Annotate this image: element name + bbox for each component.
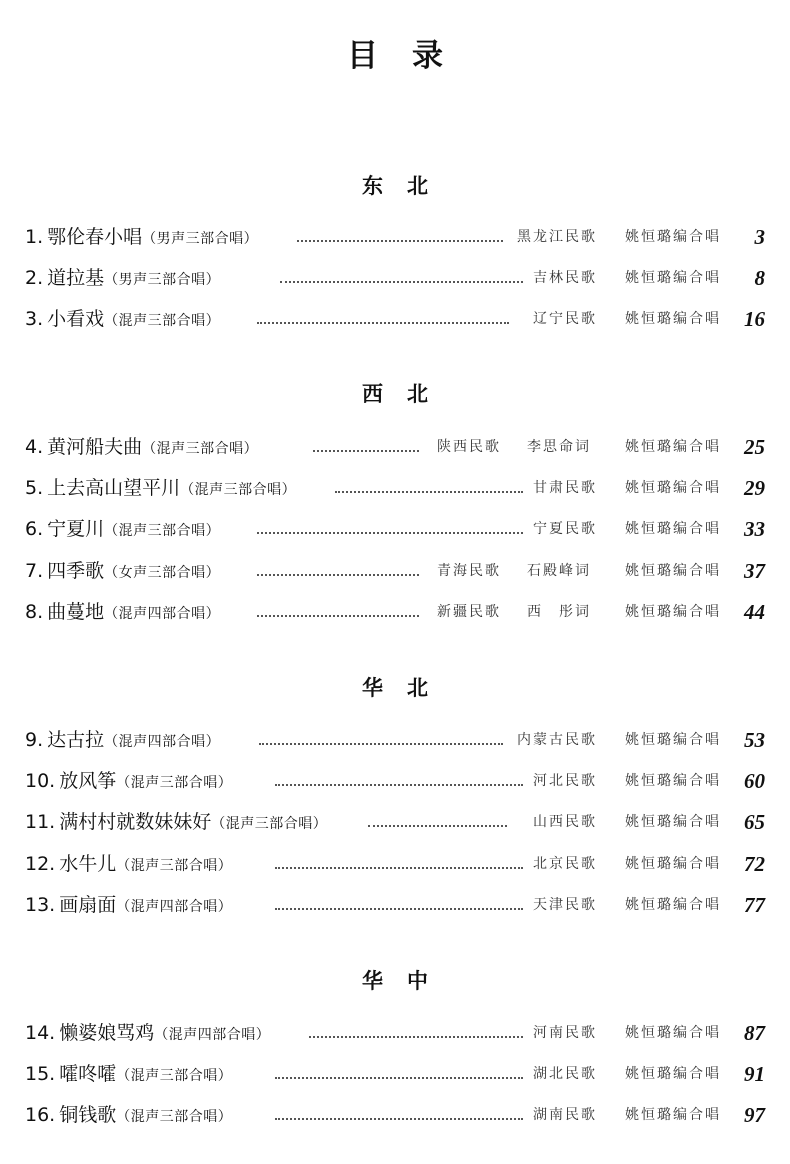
folk-source: 黑龙江民歌 bbox=[517, 229, 597, 245]
leader-dots bbox=[368, 825, 507, 827]
toc-entry[interactable] bbox=[25, 807, 765, 837]
entry-number: 11. bbox=[25, 811, 56, 834]
entry-number: 1. bbox=[25, 226, 44, 248]
arranger: 姚恒璐编合唱 bbox=[625, 521, 721, 538]
folk-source: 河北民歌 bbox=[533, 773, 597, 790]
entry-number: 7. bbox=[25, 559, 44, 582]
folk-source: 河南民歌 bbox=[533, 1025, 597, 1041]
entry-title-group bbox=[25, 263, 220, 295]
leader-dots bbox=[275, 1077, 523, 1079]
voice-type: （混声三部合唱） bbox=[104, 313, 221, 330]
arranger: 姚恒璐编合唱 bbox=[625, 311, 721, 328]
toc-entry[interactable] bbox=[25, 1100, 765, 1130]
voice-type: （混声三部合唱） bbox=[142, 441, 259, 457]
page-number: 77 bbox=[744, 892, 765, 917]
leader-dots bbox=[257, 574, 419, 576]
folk-source: 内蒙古民歌 bbox=[517, 732, 597, 748]
arranger: 姚恒璐编合唱 bbox=[625, 480, 721, 497]
lyricist: 李思命词 bbox=[527, 439, 591, 455]
song-title: 水牛儿 bbox=[59, 852, 117, 875]
song-title: 小看戏 bbox=[47, 308, 105, 331]
leader-dots bbox=[297, 240, 503, 242]
folk-source: 湖北民歌 bbox=[533, 1066, 597, 1083]
voice-type: （混声三部合唱） bbox=[116, 775, 233, 792]
song-title: 鄂伦春小唱 bbox=[47, 226, 143, 248]
entry-number: 10. bbox=[25, 770, 56, 793]
song-title: 宁夏川 bbox=[47, 518, 105, 541]
arranger: 姚恒璐编合唱 bbox=[625, 732, 721, 748]
entry-title-group bbox=[25, 1100, 232, 1132]
page-number: 3 bbox=[754, 225, 765, 249]
section-heading: 东北 bbox=[362, 174, 452, 198]
voice-type: （混声四部合唱） bbox=[154, 1027, 271, 1043]
toc-entry[interactable] bbox=[25, 263, 765, 293]
voice-type: （混声四部合唱） bbox=[104, 734, 221, 750]
entry-number: 3. bbox=[25, 308, 44, 331]
section-heading: 西北 bbox=[362, 382, 452, 406]
entry-title-group bbox=[25, 849, 232, 881]
toc-entry[interactable] bbox=[25, 725, 765, 755]
toc-entry[interactable] bbox=[25, 597, 765, 627]
entry-number: 14. bbox=[25, 1022, 56, 1044]
voice-type: （混声三部合唱） bbox=[116, 857, 233, 874]
page-number: 72 bbox=[744, 851, 765, 876]
page-number: 44 bbox=[744, 599, 765, 624]
song-title: 达古拉 bbox=[47, 729, 105, 751]
toc-entry[interactable] bbox=[25, 890, 765, 920]
leader-dots bbox=[257, 532, 523, 534]
arranger: 姚恒璐编合唱 bbox=[625, 896, 721, 913]
section-heading: 华北 bbox=[362, 676, 452, 700]
voice-type: （混声三部合唱） bbox=[211, 816, 328, 833]
toc-entry[interactable] bbox=[25, 304, 765, 334]
leader-dots bbox=[257, 322, 509, 324]
toc-entry[interactable] bbox=[25, 222, 765, 252]
entry-number: 6. bbox=[25, 518, 44, 541]
page-number: 60 bbox=[744, 769, 765, 794]
toc-entry[interactable] bbox=[25, 766, 765, 796]
leader-dots bbox=[275, 1118, 523, 1120]
arranger: 姚恒璐编合唱 bbox=[625, 603, 721, 620]
page-title: 目录 bbox=[347, 38, 477, 74]
toc-entry[interactable] bbox=[25, 556, 765, 586]
song-title: 画扇面 bbox=[59, 893, 117, 916]
folk-source: 湖南民歌 bbox=[533, 1107, 597, 1124]
arranger: 姚恒璐编合唱 bbox=[625, 229, 721, 245]
song-title: 满村村就数妹妹好 bbox=[59, 811, 212, 834]
voice-type: （男声三部合唱） bbox=[104, 272, 221, 289]
arranger: 姚恒璐编合唱 bbox=[625, 270, 721, 287]
entry-title-group bbox=[25, 1018, 270, 1050]
voice-type: （女声三部合唱） bbox=[104, 564, 221, 581]
entry-title-group bbox=[25, 597, 220, 629]
entry-title-group bbox=[25, 514, 220, 546]
page-number: 37 bbox=[744, 558, 765, 583]
leader-dots bbox=[280, 281, 523, 283]
lyricist: 石殿峰词 bbox=[527, 562, 591, 579]
entry-title-group bbox=[25, 556, 220, 588]
song-title: 四季歌 bbox=[47, 559, 105, 582]
leader-dots bbox=[257, 615, 419, 617]
leader-dots bbox=[275, 784, 523, 786]
leader-dots bbox=[309, 1036, 523, 1038]
entry-number: 4. bbox=[25, 436, 44, 458]
song-title: 嚯咚嚯 bbox=[59, 1063, 117, 1086]
voice-type: （混声四部合唱） bbox=[104, 605, 221, 622]
toc-entry[interactable] bbox=[25, 1018, 765, 1048]
folk-source: 天津民歌 bbox=[533, 896, 597, 913]
leader-dots bbox=[335, 491, 523, 493]
leader-dots bbox=[275, 908, 523, 910]
entry-title-group bbox=[25, 890, 232, 922]
arranger: 姚恒璐编合唱 bbox=[625, 1107, 721, 1124]
lyricist: 西 彤词 bbox=[527, 603, 591, 620]
entry-title-group bbox=[25, 304, 220, 336]
entry-title-group bbox=[25, 1059, 232, 1091]
page-number: 25 bbox=[744, 435, 765, 459]
arranger: 姚恒璐编合唱 bbox=[625, 1025, 721, 1041]
page-number: 53 bbox=[744, 728, 765, 752]
song-title: 懒婆娘骂鸡 bbox=[59, 1022, 155, 1044]
entry-number: 8. bbox=[25, 600, 44, 623]
entry-title-group bbox=[25, 766, 232, 798]
entry-number: 9. bbox=[25, 729, 44, 751]
folk-source: 甘肃民歌 bbox=[533, 480, 597, 497]
voice-type: （混声三部合唱） bbox=[116, 1068, 233, 1085]
page-number: 97 bbox=[744, 1103, 765, 1128]
entry-number: 15. bbox=[25, 1063, 56, 1086]
entry-title-group bbox=[25, 807, 327, 839]
folk-source: 新疆民歌 bbox=[437, 603, 501, 620]
song-title: 铜钱歌 bbox=[59, 1104, 117, 1127]
entry-number: 13. bbox=[25, 893, 56, 916]
song-title: 放风筝 bbox=[59, 770, 117, 793]
arranger: 姚恒璐编合唱 bbox=[625, 773, 721, 790]
entry-title-group bbox=[25, 432, 258, 464]
folk-source: 吉林民歌 bbox=[533, 270, 597, 287]
folk-source: 辽宁民歌 bbox=[533, 311, 597, 328]
arranger: 姚恒璐编合唱 bbox=[625, 855, 721, 872]
entry-number: 2. bbox=[25, 267, 44, 290]
page-number: 65 bbox=[744, 810, 765, 835]
arranger: 姚恒璐编合唱 bbox=[625, 562, 721, 579]
toc-entry[interactable] bbox=[25, 514, 765, 544]
folk-source: 山西民歌 bbox=[533, 814, 597, 831]
leader-dots bbox=[313, 450, 419, 452]
arranger: 姚恒璐编合唱 bbox=[625, 814, 721, 831]
page-number: 8 bbox=[754, 266, 765, 291]
section-heading: 华中 bbox=[362, 969, 452, 993]
arranger: 姚恒璐编合唱 bbox=[625, 1066, 721, 1083]
voice-type: （混声三部合唱） bbox=[180, 482, 297, 499]
page-number: 33 bbox=[744, 517, 765, 542]
entry-title-group bbox=[25, 725, 220, 757]
voice-type: （混声四部合唱） bbox=[116, 898, 233, 915]
arranger: 姚恒璐编合唱 bbox=[625, 439, 721, 455]
song-title: 曲蔓地 bbox=[47, 600, 105, 623]
folk-source: 北京民歌 bbox=[533, 855, 597, 872]
voice-type: （混声三部合唱） bbox=[116, 1109, 233, 1126]
page-number: 16 bbox=[744, 307, 765, 332]
song-title: 上去高山望平川 bbox=[47, 477, 181, 500]
voice-type: （男声三部合唱） bbox=[142, 231, 259, 247]
entry-title-group bbox=[25, 473, 296, 505]
folk-source: 宁夏民歌 bbox=[533, 521, 597, 538]
page-number: 87 bbox=[744, 1021, 765, 1045]
voice-type: （混声三部合唱） bbox=[104, 523, 221, 540]
song-title: 黄河船夫曲 bbox=[47, 436, 143, 458]
leader-dots bbox=[275, 867, 523, 869]
folk-source: 陕西民歌 bbox=[437, 439, 501, 455]
song-title: 道拉基 bbox=[47, 267, 105, 290]
leader-dots bbox=[259, 743, 503, 745]
entry-number: 16. bbox=[25, 1104, 56, 1127]
toc-entry[interactable] bbox=[25, 432, 765, 462]
entry-title-group bbox=[25, 222, 258, 254]
folk-source: 青海民歌 bbox=[437, 562, 501, 579]
entry-number: 5. bbox=[25, 477, 44, 500]
page-number: 29 bbox=[744, 476, 765, 501]
entry-number: 12. bbox=[25, 852, 56, 875]
toc-entry[interactable] bbox=[25, 1059, 765, 1089]
toc-entry[interactable] bbox=[25, 473, 765, 503]
toc-entry[interactable] bbox=[25, 849, 765, 879]
page-number: 91 bbox=[744, 1062, 765, 1087]
